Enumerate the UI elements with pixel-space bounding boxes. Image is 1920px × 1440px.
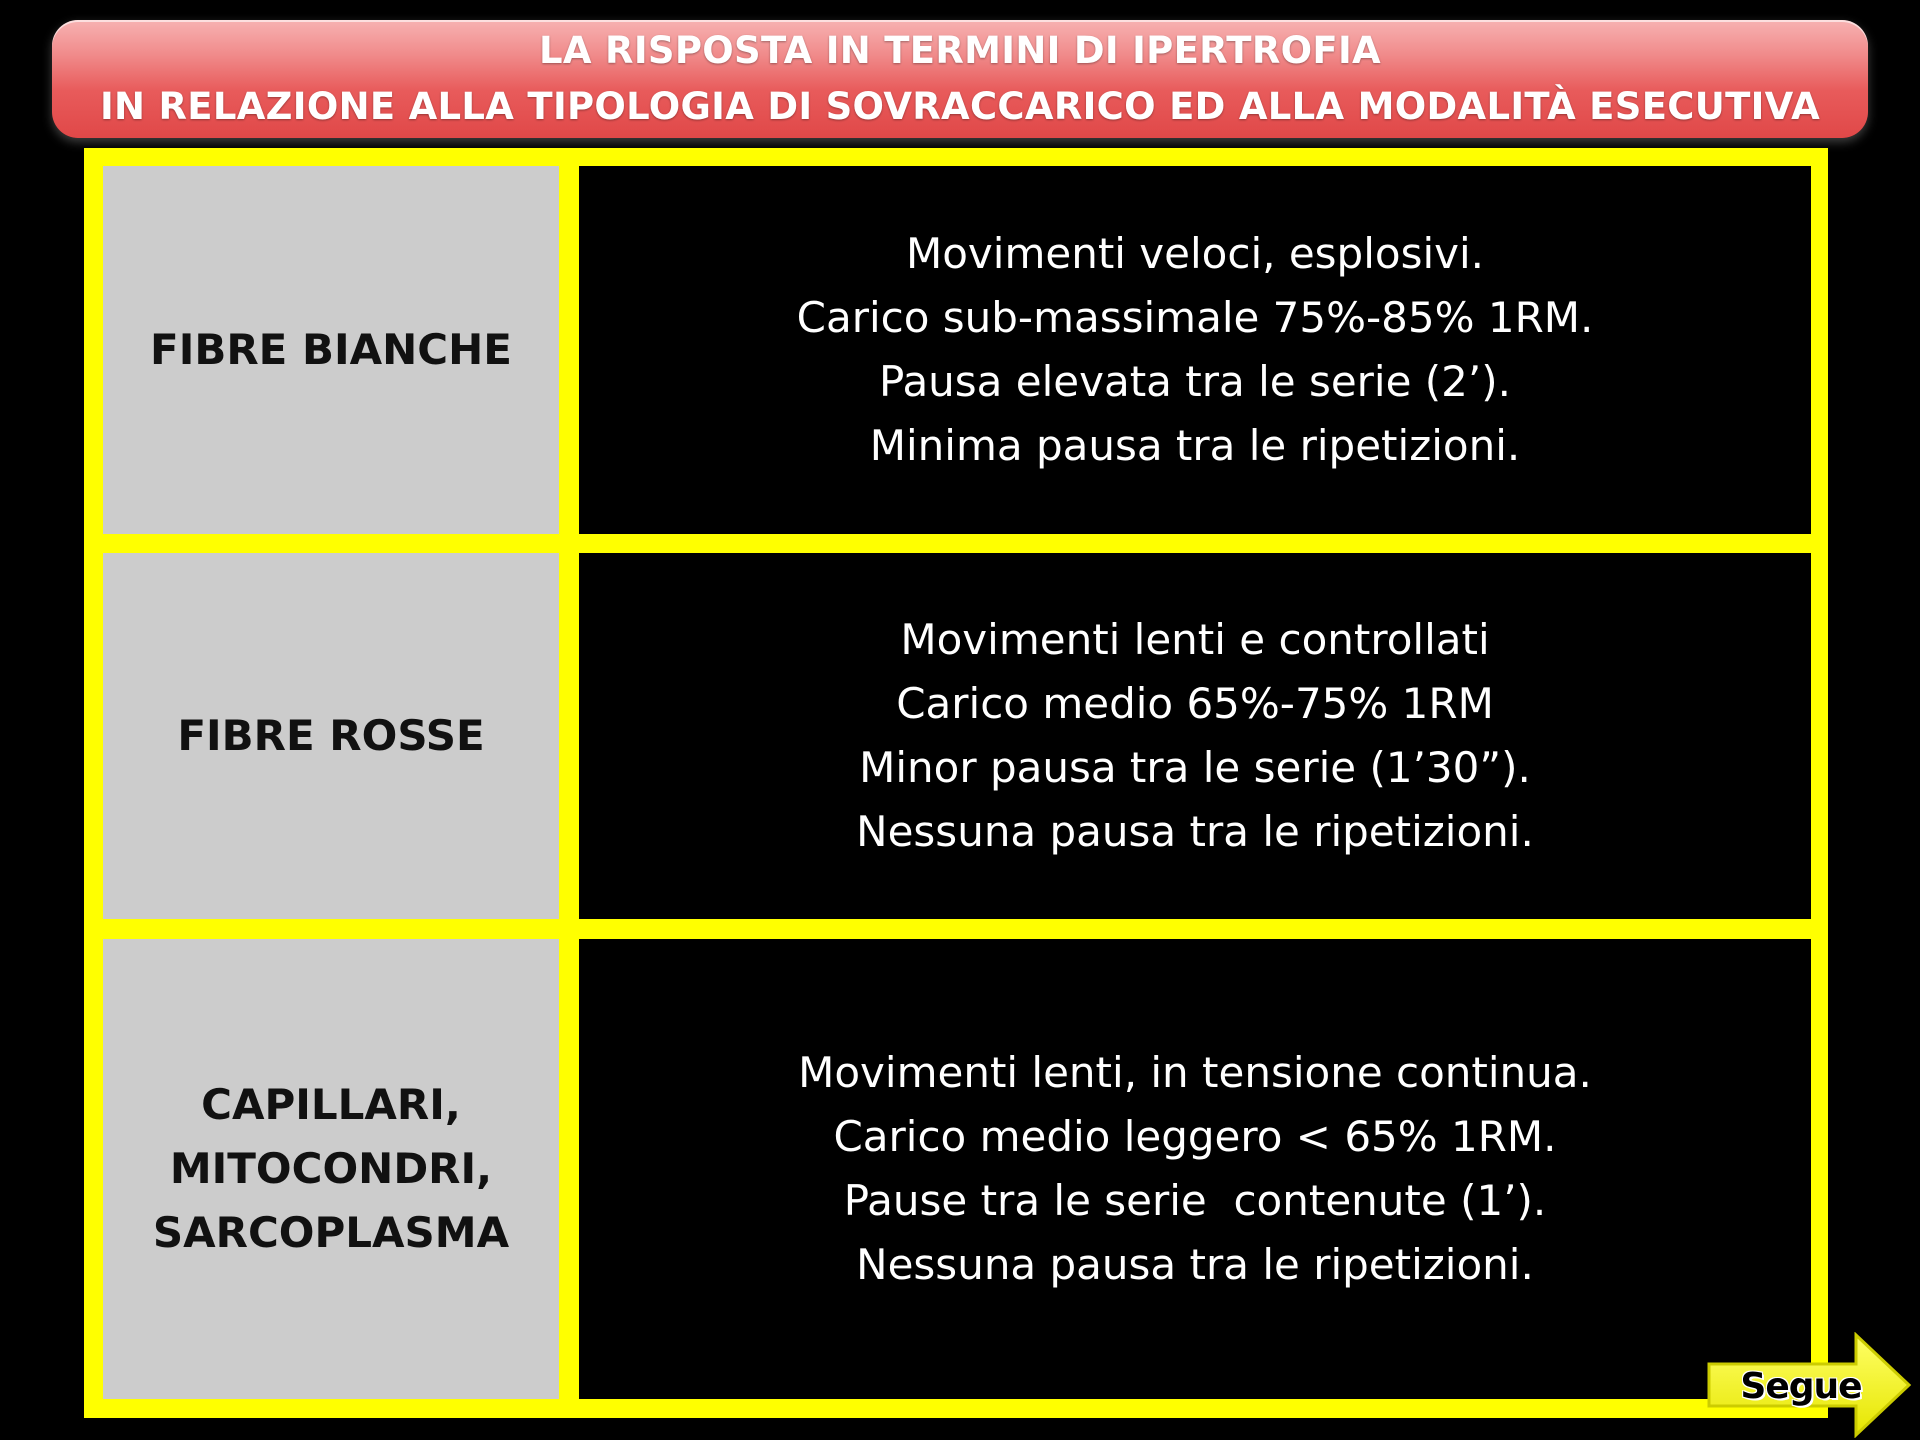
row-description-capillari — [579, 939, 1811, 1399]
description-line: Pause tra le serie contenute (1’). — [843, 1176, 1547, 1225]
row-label-line: FIBRE BIANCHE — [150, 325, 512, 374]
description-line: Carico sub-massimale 75%-85% 1RM. — [796, 293, 1594, 342]
row-label-line: SARCOPLASMA — [152, 1208, 510, 1257]
description-line: Minor pausa tra le serie (1’30”). — [859, 743, 1531, 792]
row-description-fibre-bianche — [579, 166, 1811, 534]
description-line: Carico medio leggero < 65% 1RM. — [833, 1112, 1557, 1161]
description-line: Minima pausa tra le ripetizioni. — [869, 421, 1521, 470]
row-label-line: CAPILLARI, — [201, 1080, 461, 1129]
row-label-line: MITOCONDRI, — [169, 1144, 493, 1193]
row-label-capillari — [103, 939, 559, 1399]
description-line: Pausa elevata tra le serie (2’). — [879, 357, 1511, 406]
slide-title-line-2: IN RELAZIONE ALLA TIPOLOGIA DI SOVRACCARICO ED ALLA MODALITÀ ESECUTIVA — [99, 85, 1821, 128]
description-line: Nessuna pausa tra le ripetizioni. — [856, 807, 1534, 856]
description-line: Nessuna pausa tra le ripetizioni. — [856, 1240, 1534, 1289]
description-line: Movimenti lenti e controllati — [900, 615, 1490, 664]
row-label-fibre-rosse — [103, 553, 559, 919]
description-line: Movimenti lenti, in tensione continua. — [798, 1048, 1592, 1097]
description-line: Movimenti veloci, esplosivi. — [905, 229, 1484, 278]
description-line: Carico medio 65%-75% 1RM — [896, 679, 1494, 728]
next-slide-button[interactable] — [1706, 1332, 1912, 1438]
slide-title-line-1: LA RISPOSTA IN TERMINI DI IPERTROFIA — [539, 29, 1381, 72]
row-label-line: FIBRE ROSSE — [177, 711, 485, 760]
comparison-table — [84, 148, 1828, 1418]
row-description-fibre-rosse — [579, 553, 1811, 919]
slide-title — [52, 20, 1868, 138]
row-label-fibre-bianche — [103, 166, 559, 534]
next-slide-label: Segue — [1740, 1366, 1862, 1407]
